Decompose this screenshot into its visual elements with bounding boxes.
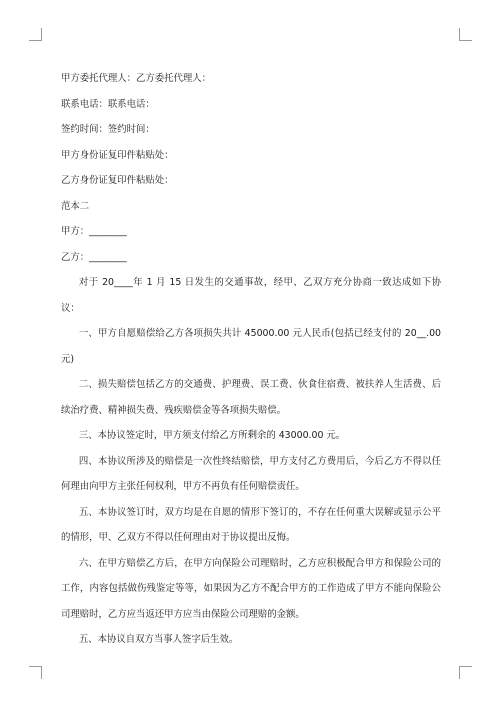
party-a-line: 甲方：________ [61,226,127,237]
clause-4: 四、本协议所涉及的赔偿是一次性终结赔偿，甲方支付乙方费用后，今后乙方不得以任何理由向甲方主张任何权利，甲方不再负有任何赔偿责任。 [61,455,441,492]
intro-paragraph: 对于 20____年 1 月 15 日发生的交通事故，经甲、乙双方充分协商一致达成如下协议： [61,277,441,314]
clause-1: 一、甲方自愿赔偿给乙方各项损失共计 45000.00 元人民币(包括已经支付的 20__.00 元) [61,328,441,365]
phone-line: 联系电话：联系电话： [61,98,155,110]
template-heading: 范本二 [61,200,90,212]
crop-mark-bottom-left [29,666,42,679]
party-b-line: 乙方：________ [61,251,127,263]
crop-mark-top-right [459,28,472,41]
crop-mark-top-left [29,28,42,41]
document-body [61,66,441,653]
crop-mark-bottom-right [459,666,472,679]
party-a-id-copy-line: 甲方身份证复印件粘贴处： [61,149,174,161]
clause-6: 六、在甲方赔偿乙方后，在甲方向保险公司理赔时，乙方应积极配合甲方和保险公司的工作，内容包括做伤残鉴定等等，如果因为乙方不配合甲方的工作造成了甲方不能向保险公司理赔时，乙方应当返还甲方应当由保险公司理赔的金额。 [61,557,441,620]
clause-2: 二、损失赔偿包括乙方的交通费、护理费、误工费、伙食住宿费、被扶养人生活费、后续治疗费、精神损失费、残疾赔偿金等各项损失赔偿。 [61,379,441,416]
clause-5: 五、本协议签订时，双方均是在自愿的情形下签订的，不存在任何重大误解或显示公平的情形，甲、乙双方不得以任何理由对于协议提出反悔。 [61,506,441,543]
party-b-id-copy-line: 乙方身份证复印件粘贴处： [61,175,174,186]
clause-3: 三、本协议签定时，甲方须支付给乙方所剩余的 43000.00 元。 [78,430,346,441]
clause-7: 五、本协议自双方当事人签字后生效。 [78,634,239,645]
agent-line: 甲方委托代理人：乙方委托代理人： [61,73,212,84]
signing-time-line: 签约时间：签约时间： [61,124,155,135]
